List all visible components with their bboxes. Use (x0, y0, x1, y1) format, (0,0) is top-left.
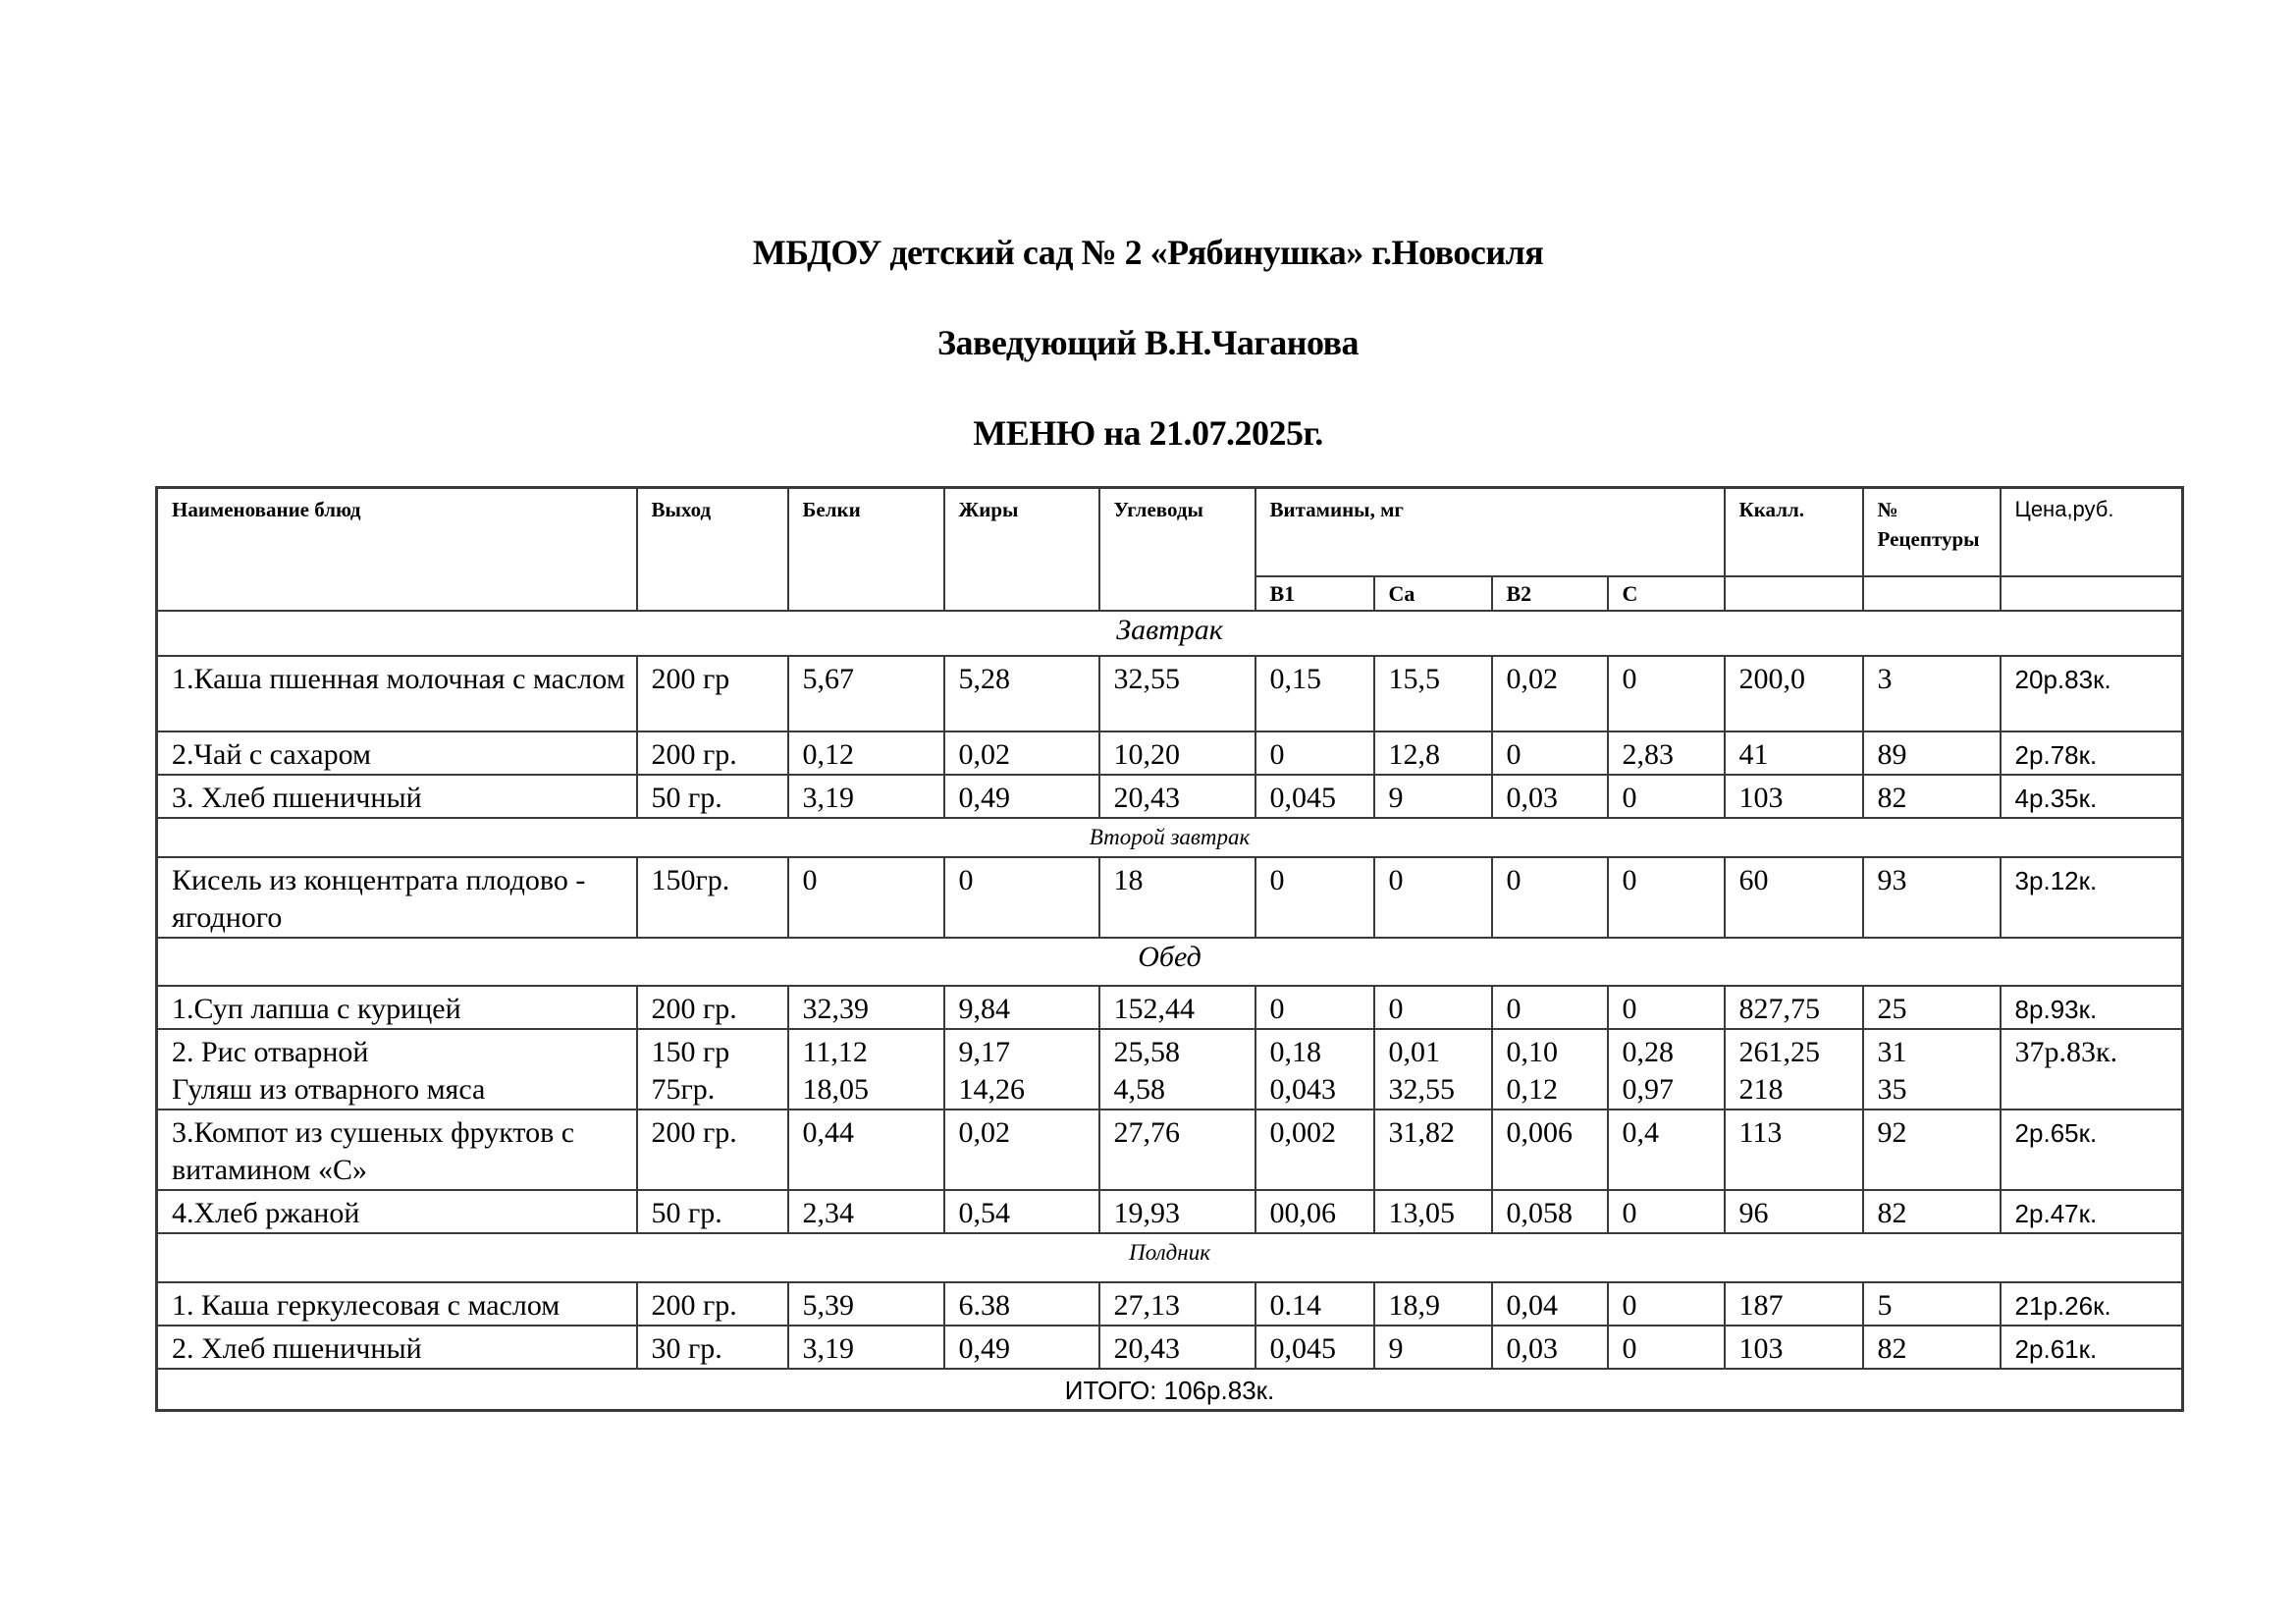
cell-b1: 0 (1255, 986, 1374, 1029)
cell-recipe (1863, 1029, 2001, 1110)
menu-date-title: МЕНЮ на 21.07.2025г. (973, 413, 1323, 453)
cell-yield: 50 гр. (637, 1190, 788, 1233)
cell-b2-line: 0,12 (1506, 1072, 1558, 1106)
cell-proteins: 3,19 (788, 775, 944, 818)
cell-proteins: 3,19 (788, 1326, 944, 1369)
cell-c: 0,4 (1608, 1110, 1725, 1190)
cell-ca: 0 (1374, 986, 1492, 1029)
cell-price: 21р.26к. (2001, 1282, 2183, 1326)
cell-c (1608, 1029, 1725, 1110)
cell-b1-line: 0,18 (1269, 1035, 1321, 1068)
table-row (157, 1110, 2183, 1190)
cell-carbs: 18 (1099, 857, 1255, 938)
cell-name-line: Гуляш из отварного мяса (172, 1072, 486, 1106)
cell-ca: 9 (1374, 775, 1492, 818)
cell-price: 2р.61к. (2001, 1326, 2183, 1369)
cell-proteins: 0,12 (788, 731, 944, 775)
cell-kcal: 200,0 (1725, 656, 1863, 731)
cell-b2: 0,02 (1492, 656, 1608, 731)
cell-carbs-line: 25,58 (1113, 1035, 1180, 1068)
cell-carbs: 32,55 (1099, 656, 1255, 731)
cell-yield (637, 1029, 788, 1110)
cell-name: 1.Суп лапша с курицей (157, 986, 637, 1029)
cell-yield: 50 гр. (637, 775, 788, 818)
cell-kcal-line: 218 (1738, 1072, 1784, 1106)
cell-ca-line: 32,55 (1388, 1072, 1455, 1106)
cell-b2: 0,058 (1492, 1190, 1608, 1233)
col-header-name: Наименование блюд (157, 488, 637, 611)
cell-kcal: 60 (1725, 857, 1863, 938)
cell-carbs: 10,20 (1099, 731, 1255, 775)
institution-title: МБДОУ детский сад № 2 «Рябинушка» г.Новосиля (752, 233, 1544, 272)
col-header-carbs: Углеводы (1099, 488, 1255, 611)
table-row (157, 775, 2183, 818)
cell-ca: 13,05 (1374, 1190, 1492, 1233)
col-header-ca: Са (1374, 576, 1492, 611)
cell-name: 1. Каша геркулесовая с маслом (157, 1282, 637, 1326)
cell-proteins: 5,67 (788, 656, 944, 731)
cell-price: 2р.65к. (2001, 1110, 2183, 1190)
cell-ca: 12,8 (1374, 731, 1492, 775)
col-header-kcal: Ккалл. (1725, 488, 1863, 576)
cell-recipe: 82 (1863, 775, 2001, 818)
cell-yield-line: 150 гр (651, 1035, 730, 1068)
section-title: Завтрак (157, 611, 2183, 656)
cell-yield: 200 гр. (637, 731, 788, 775)
cell-recipe-line: 31 (1877, 1035, 1907, 1068)
cell-ca (1374, 1029, 1492, 1110)
cell-fats: 9,84 (944, 986, 1099, 1029)
col-header-price: Цена,руб. (2001, 488, 2183, 576)
col-header-b2: В2 (1492, 576, 1608, 611)
cell-name-line: 2. Рис отварной (172, 1035, 369, 1068)
cell-proteins: 32,39 (788, 986, 944, 1029)
director-line: Заведующий В.Н.Чаганова (936, 323, 1360, 362)
cell-proteins: 0,44 (788, 1110, 944, 1190)
cell-yield: 150гр. (637, 857, 788, 938)
cell-ca: 31,82 (1374, 1110, 1492, 1190)
table-row (157, 857, 2183, 938)
cell-c: 0 (1608, 857, 1725, 938)
cell-name: 1.Каша пшенная молочная с маслом (157, 656, 637, 731)
cell-ca: 9 (1374, 1326, 1492, 1369)
cell-b1-line: 0,043 (1269, 1072, 1336, 1106)
col-header-c: С (1608, 576, 1725, 611)
cell-name: 3.Компот из сушеных фруктов с витамином «С» (157, 1110, 637, 1190)
section-row (157, 611, 2183, 656)
cell-b2: 0,04 (1492, 1282, 1608, 1326)
cell-b2: 0 (1492, 731, 1608, 775)
col-subheader-empty (1725, 576, 1863, 611)
cell-fats: 0,49 (944, 1326, 1099, 1369)
cell-b1: 0,15 (1255, 656, 1374, 731)
cell-yield: 200 гр. (637, 1110, 788, 1190)
col-header-vitamins: Витамины, мг (1255, 488, 1725, 576)
cell-b1: 0 (1255, 857, 1374, 938)
section-row (157, 938, 2183, 986)
total-row (157, 1369, 2183, 1411)
cell-c-line: 0,28 (1622, 1035, 1674, 1068)
cell-name: 2. Хлеб пшеничный (157, 1326, 637, 1369)
cell-carbs (1099, 1029, 1255, 1110)
table-row (157, 986, 2183, 1029)
table-row (157, 1190, 2183, 1233)
cell-recipe: 82 (1863, 1190, 2001, 1233)
cell-recipe: 89 (1863, 731, 2001, 775)
cell-c: 2,83 (1608, 731, 1725, 775)
cell-proteins-line: 18,05 (802, 1072, 869, 1106)
cell-recipe-line: 35 (1877, 1072, 1907, 1106)
cell-c: 0 (1608, 986, 1725, 1029)
cell-c: 0 (1608, 1326, 1725, 1369)
cell-carbs-line: 4,58 (1113, 1072, 1165, 1106)
cell-b1 (1255, 1029, 1374, 1110)
cell-kcal: 187 (1725, 1282, 1863, 1326)
cell-b2: 0,03 (1492, 775, 1608, 818)
cell-kcal: 103 (1725, 775, 1863, 818)
cell-fats: 0,49 (944, 775, 1099, 818)
cell-c: 0 (1608, 656, 1725, 731)
table-row (157, 1029, 2183, 1110)
cell-recipe: 3 (1863, 656, 2001, 731)
cell-ca: 15,5 (1374, 656, 1492, 731)
cell-b2: 0,03 (1492, 1326, 1608, 1369)
cell-kcal: 41 (1725, 731, 1863, 775)
cell-proteins (788, 1029, 944, 1110)
table-row (157, 1282, 2183, 1326)
cell-b2 (1492, 1029, 1608, 1110)
section-row (157, 818, 2183, 857)
cell-fats: 5,28 (944, 656, 1099, 731)
cell-recipe: 82 (1863, 1326, 2001, 1369)
cell-kcal: 96 (1725, 1190, 1863, 1233)
cell-yield: 30 гр. (637, 1326, 788, 1369)
cell-b2: 0 (1492, 857, 1608, 938)
cell-recipe: 92 (1863, 1110, 2001, 1190)
menu-table-body (157, 611, 2183, 1369)
cell-fats-line: 9,17 (958, 1035, 1010, 1068)
cell-proteins: 2,34 (788, 1190, 944, 1233)
cell-kcal: 113 (1725, 1110, 1863, 1190)
cell-yield: 200 гр. (637, 1282, 788, 1326)
cell-yield-line: 75гр. (651, 1072, 716, 1106)
section-row (157, 1233, 2183, 1282)
cell-name: 4.Хлеб ржаной (157, 1190, 637, 1233)
cell-carbs: 20,43 (1099, 1326, 1255, 1369)
cell-b1: 0.14 (1255, 1282, 1374, 1326)
cell-fats: 6.38 (944, 1282, 1099, 1326)
cell-fats: 0,02 (944, 731, 1099, 775)
cell-carbs: 19,93 (1099, 1190, 1255, 1233)
cell-ca-line: 0,01 (1388, 1035, 1440, 1068)
cell-b1: 0,002 (1255, 1110, 1374, 1190)
cell-recipe: 5 (1863, 1282, 2001, 1326)
cell-kcal: 827,75 (1725, 986, 1863, 1029)
section-title: Второй завтрак (157, 818, 2183, 857)
cell-price: 3р.12к. (2001, 857, 2183, 938)
table-header-row (157, 488, 2183, 576)
table-row (157, 1326, 2183, 1369)
cell-yield: 200 гр (637, 656, 788, 731)
cell-yield: 200 гр. (637, 986, 788, 1029)
cell-carbs: 27,13 (1099, 1282, 1255, 1326)
cell-kcal-line: 261,25 (1738, 1035, 1821, 1068)
col-header-proteins: Белки (788, 488, 944, 611)
cell-recipe: 25 (1863, 986, 2001, 1029)
cell-proteins: 5,39 (788, 1282, 944, 1326)
table-row (157, 656, 2183, 731)
col-header-b1: В1 (1255, 576, 1374, 611)
cell-carbs: 152,44 (1099, 986, 1255, 1029)
cell-ca: 0 (1374, 857, 1492, 938)
section-title: Обед (157, 938, 2183, 986)
cell-fats: 0,54 (944, 1190, 1099, 1233)
section-title: Полдник (157, 1233, 2183, 1282)
cell-fats-line: 14,26 (958, 1072, 1025, 1106)
col-header-yield: Выход (637, 488, 788, 611)
cell-fats: 0 (944, 857, 1099, 938)
col-header-fats: Жиры (944, 488, 1099, 611)
cell-fats: 0,02 (944, 1110, 1099, 1190)
cell-name (157, 1029, 637, 1110)
cell-b1: 0,045 (1255, 1326, 1374, 1369)
cell-name: 3. Хлеб пшеничный (157, 775, 637, 818)
cell-c: 0 (1608, 775, 1725, 818)
cell-carbs: 20,43 (1099, 775, 1255, 818)
cell-price: 8р.93к. (2001, 986, 2183, 1029)
total-value: ИТОГО: 106р.83к. (157, 1369, 2183, 1411)
menu-table (155, 486, 2184, 1412)
cell-c-line: 0,97 (1622, 1072, 1674, 1106)
cell-b1: 0,045 (1255, 775, 1374, 818)
col-header-recipe: № Рецептуры (1863, 488, 2001, 576)
cell-b2: 0,006 (1492, 1110, 1608, 1190)
cell-price: 2р.47к. (2001, 1190, 2183, 1233)
cell-proteins: 0 (788, 857, 944, 938)
cell-carbs: 27,76 (1099, 1110, 1255, 1190)
cell-c: 0 (1608, 1190, 1725, 1233)
col-subheader-empty (1863, 576, 2001, 611)
cell-kcal (1725, 1029, 1863, 1110)
cell-c: 0 (1608, 1282, 1725, 1326)
cell-b1: 0 (1255, 731, 1374, 775)
cell-name: Кисель из концентрата плодово - ягодного (157, 857, 637, 938)
cell-fats (944, 1029, 1099, 1110)
cell-price: 4р.35к. (2001, 775, 2183, 818)
cell-recipe: 93 (1863, 857, 2001, 938)
cell-price: 20р.83к. (2001, 656, 2183, 731)
cell-b1: 00,06 (1255, 1190, 1374, 1233)
cell-ca: 18,9 (1374, 1282, 1492, 1326)
cell-price: 37р.83к. (2001, 1029, 2183, 1110)
cell-b2: 0 (1492, 986, 1608, 1029)
cell-b2-line: 0,10 (1506, 1035, 1558, 1068)
cell-price: 2р.78к. (2001, 731, 2183, 775)
cell-kcal: 103 (1725, 1326, 1863, 1369)
cell-proteins-line: 11,12 (802, 1035, 868, 1068)
cell-name: 2.Чай с сахаром (157, 731, 637, 775)
table-row (157, 731, 2183, 775)
col-subheader-empty (2001, 576, 2183, 611)
